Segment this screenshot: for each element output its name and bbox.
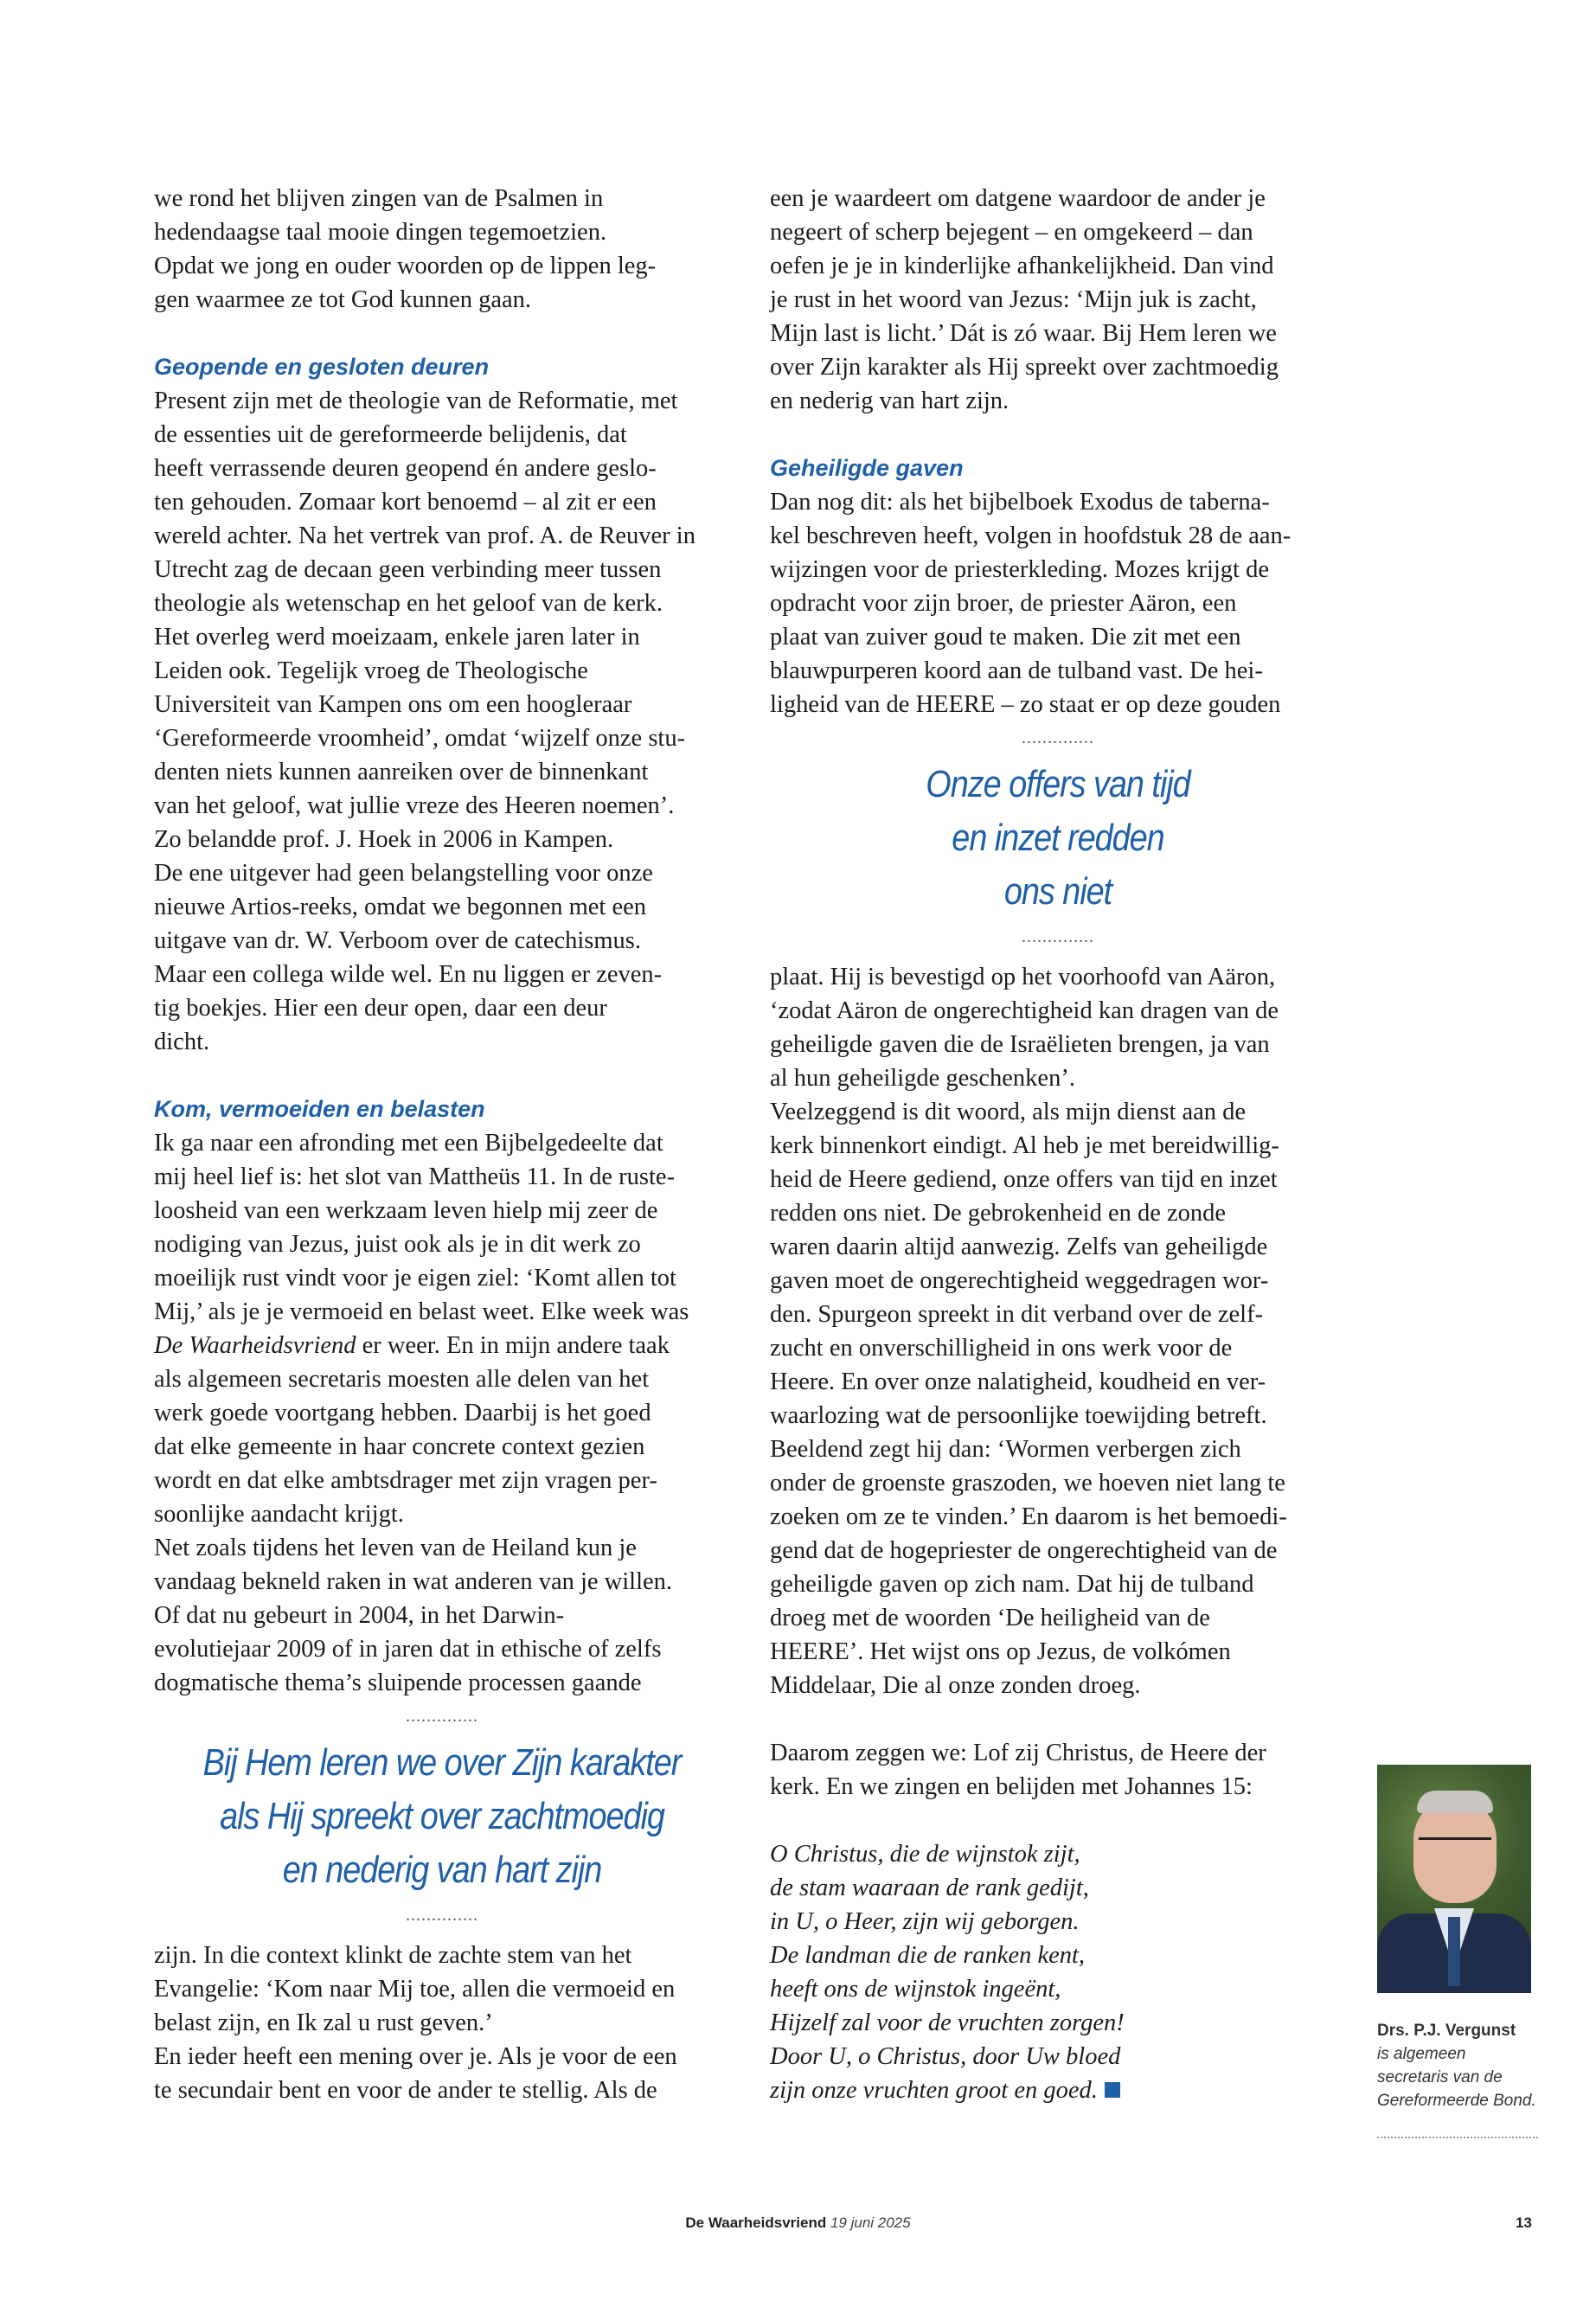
text-line: gaven moet de ongerechtigheid weggedragen wor- (770, 1267, 1269, 1294)
poem-line: Door U, o Christus, door Uw bloed (770, 2043, 1121, 2070)
text-line: loosheid van een werkzaam leven hielp mij zeer de (154, 1197, 658, 1224)
left-section1 (154, 384, 730, 1059)
italic-line-rest: er weer. En in mijn andere taak (356, 1332, 670, 1359)
text-line: nodiging van Jezus, juist ook als je in dit werk zo (154, 1231, 641, 1258)
text-line: Leiden ook. Tegelijk vroeg de Theologische (154, 657, 588, 684)
text-line: theologie als wetenschap en het geloof van de kerk. (154, 590, 663, 617)
text-line: plaat van zuiver goud te maken. Die zit met een (770, 624, 1241, 651)
end-mark-icon (1105, 2082, 1120, 2098)
text-line: Utrecht zag de decaan geen verbinding meer tussen (154, 556, 662, 583)
text-line: kerk. En we zingen en belijden met Johannes 15: (770, 1773, 1253, 1800)
text-line: wereld achter. Na het vertrek van prof. A. de Reuver in (154, 522, 695, 549)
text-line: ‘zodat Aäron de ongerechtigheid kan dragen van de (770, 997, 1279, 1024)
poem-line: heeft ons de wijnstok ingeënt, (770, 1976, 1061, 2003)
text-line: dat elke gemeente in haar concrete context gezien (154, 1433, 645, 1460)
poem-line: De landman die de ranken kent, (770, 1942, 1086, 1969)
pull-quote-left-text (195, 1736, 690, 1897)
right-section1a (770, 485, 1346, 721)
text-line: plaat. Hij is bevestigd op het voorhoofd van Aäron, (770, 964, 1276, 990)
text-line: En ieder heeft een mening over je. Als je voor de een (154, 2043, 677, 2070)
poem-line: de stam waaraan de rank gedijt, (770, 1875, 1089, 1901)
text-line: waarlozing wat de persoonlijke toewijding betreft. (770, 1402, 1267, 1429)
text-line: zucht en onverschilligheid in ons werk voor de (770, 1335, 1233, 1362)
text-line: we rond het blijven zingen van de Psalmen in (154, 185, 604, 212)
text-line: Of dat nu gebeurt in 2004, in het Darwin- (154, 1602, 565, 1629)
author-name: Drs. P.J. Vergunst (1377, 2022, 1516, 2040)
author-photo (1377, 1765, 1531, 1993)
page-footer (0, 2214, 1596, 2232)
text-line: nieuwe Artios-reeks, omdat we begonnen met een (154, 894, 647, 920)
text-line: vandaag bekneld raken in wat anderen van je willen. (154, 1568, 673, 1595)
quote-line: als Hij spreekt over zachtmoedig (220, 1795, 664, 1837)
quote-dots-bottom: .............. (406, 1906, 478, 1925)
poem-line: zijn onze vruchten groot en goed. (770, 2073, 1346, 2107)
quote-line: en inzet redden (952, 817, 1164, 859)
text-line: Het overleg werd moeizaam, enkele jaren later in (154, 624, 640, 651)
left-section2b (154, 1362, 730, 1700)
text-line: soonlijke aandacht krijgt. (154, 1501, 404, 1528)
left-intro (154, 182, 730, 317)
text-line: een je waardeert om datgene waardoor de ander je (770, 185, 1266, 212)
left-section2a (154, 1126, 730, 1329)
text-line: opdracht voor zijn broer, de priester Aäron, een (770, 590, 1237, 617)
poem-line: Hijzelf zal voor de vruchten zorgen! (770, 2009, 1125, 2036)
text-line: Beeldend zegt hij dan: ‘Wormen verbergen zich (770, 1436, 1241, 1463)
left-column (154, 182, 730, 2107)
footer-magazine: De Waarheidsvriend (685, 2214, 827, 2231)
text-line: mij heel lief is: het slot van Mattheüs 11. In de ruste- (154, 1163, 676, 1190)
poem-line: O Christus, die de wijnstok zijt, (770, 1841, 1080, 1868)
text-line: over Zijn karakter als Hij spreekt over zachtmoedig (770, 354, 1279, 381)
text-line: Maar een collega wilde wel. En nu liggen er zeven- (154, 961, 663, 988)
page-number: 13 (1516, 2214, 1532, 2231)
left-section2c (154, 1939, 730, 2107)
text-line: heid de Heere gediend, onze offers van tijd en inzet (770, 1166, 1278, 1193)
text-line: dicht. (154, 1029, 210, 1055)
right-closing (770, 1736, 1346, 1804)
caption-divider (1377, 2137, 1538, 2138)
heading-geheiligde-gaven: Geheiligde gaven (770, 455, 964, 481)
text-line: Universiteit van Kampen ons om een hoogleraar (154, 691, 632, 718)
text-line: dogmatische thema’s sluipende processen gaande (154, 1670, 642, 1696)
text-line: blauwpurperen koord aan de tulband vast. De hei- (770, 657, 1263, 684)
text-line: van het geloof, wat jullie vreze des Heeren noemen’. (154, 792, 675, 819)
left-section2-italic-line (154, 1329, 730, 1362)
text-line: de essenties uit de gereformeerde belijdenis, dat (154, 421, 627, 448)
text-line: Evangelie: ‘Kom naar Mij toe, allen die vermoeid en (154, 1976, 676, 2003)
text-line: belast zijn, en Ik zal u rust geven.’ (154, 2009, 493, 2036)
text-line: kerk binnenkort eindigt. Al heb je met bereidwillig- (770, 1132, 1279, 1159)
text-line: al hun geheiligde geschenken’. (770, 1065, 1075, 1092)
text-line: heeft verrassende deuren geopend én andere geslo- (154, 455, 657, 482)
quote-line: Onze offers van tijd (926, 763, 1190, 805)
right-intro (770, 182, 1346, 418)
right-section1b (770, 960, 1346, 1702)
text-line: Opdat we jong en ouder woorden op de lippen leg- (154, 253, 657, 279)
text-line: uitgave van dr. W. Verboom over de catechismus. (154, 927, 642, 954)
text-line: waren daarin altijd aanwezig. Zelfs van geheiligde (770, 1234, 1268, 1260)
text-line: geheiligde gaven die de Israëlieten brengen, ja van (770, 1031, 1270, 1058)
pull-quote-right (770, 725, 1346, 950)
text-line: Daarom zeggen we: Lof zij Christus, de Heere der (770, 1740, 1266, 1766)
text-line: ‘Gereformeerde vroomheid’, omdat ‘wijzelf onze stu- (154, 725, 686, 752)
text-line: HEERE’. Het wijst ons op Jezus, de volkómen (770, 1638, 1231, 1665)
text-line: negeert of scherp bejegent – en omgekeerd – dan (770, 219, 1253, 246)
quote-line: Bij Hem leren we over Zijn karakter (202, 1741, 682, 1784)
text-line: onder de groenste graszoden, we hoeven niet lang te (770, 1470, 1285, 1497)
quote-dots-top: .............. (406, 1707, 478, 1726)
author-caption (1377, 2019, 1538, 2112)
text-line: ten gehouden. Zomaar kort benoemd – al zit er een (154, 489, 657, 516)
text-line: zoeken om ze te vinden.’ En daarom is het bemoedi- (770, 1503, 1287, 1530)
author-role-1: is algemeen (1377, 2045, 1466, 2063)
text-line: wordt en dat elke ambtsdrager met zijn vragen per- (154, 1467, 657, 1494)
author-role-2: secretaris van de (1377, 2068, 1503, 2086)
text-line: Present zijn met de theologie van de Reformatie, met (154, 388, 678, 414)
pull-quote-left (154, 1703, 730, 1928)
text-line: evolutiejaar 2009 of in jaren dat in ethische of zelfs (154, 1636, 662, 1663)
text-line: Mij,’ als je je vermoeid en belast weet. Elke week was (154, 1298, 689, 1325)
text-line: werk goede voortgang hebben. Daarbij is het goed (154, 1400, 651, 1426)
right-column (770, 182, 1346, 2107)
text-line: ligheid van de HEERE – zo staat er op deze gouden (770, 691, 1281, 718)
text-line: Mijn last is licht.’ Dát is zó waar. Bij Hem leren we (770, 320, 1277, 347)
text-line: oefen je je in kinderlijke afhankelijkheid. Dan vind (770, 253, 1274, 279)
text-line: zijn. In die context klinkt de zachte stem van het (154, 1942, 632, 1969)
poem-line: in U, o Heer, zijn wij geborgen. (770, 1908, 1080, 1935)
text-line: Heere. En over onze nalatigheid, koudheid en ver- (770, 1368, 1266, 1395)
text-line: Ik ga naar een afronding met een Bijbelgedeelte dat (154, 1130, 663, 1157)
author-role-3: Gereformeerde Bond. (1377, 2092, 1536, 2110)
hymn-poem (770, 1837, 1346, 2107)
text-line: denten niets kunnen aanreiken over de binnenkant (154, 759, 649, 785)
heading-geopende-deuren: Geopende en gesloten deuren (154, 354, 490, 380)
heading-kom-vermoeiden: Kom, vermoeiden en belasten (154, 1096, 485, 1122)
quote-line: en nederig van hart zijn (282, 1849, 602, 1891)
text-line: tig boekjes. Hier een deur open, daar een deur (154, 995, 607, 1022)
text-line: gen waarmee ze tot God kunnen gaan. (154, 286, 532, 313)
quote-dots-bottom: .............. (1022, 927, 1094, 946)
text-line: wijzingen voor de priesterkleding. Mozes krijgt de (770, 556, 1269, 583)
text-line: kel beschreven heeft, volgen in hoofdstuk 28 de aan- (770, 522, 1292, 549)
text-line: geheiligde gaven op zich nam. Dat hij de tulband (770, 1571, 1254, 1598)
text-line: Dan nog dit: als het bijbelboek Exodus de taberna- (770, 489, 1270, 516)
text-line: en nederig van hart zijn. (770, 388, 1010, 414)
text-line: Net zoals tijdens het leven van de Heiland kun je (154, 1535, 637, 1561)
text-line: hedendaagse taal mooie dingen tegemoetzien. (154, 219, 607, 246)
text-line: gend dat de hogepriester de ongerechtigheid van de (770, 1537, 1278, 1564)
text-line: te secundair bent en voor de ander te stellig. Als de (154, 2077, 657, 2104)
text-line: je rust in het woord van Jezus: ‘Mijn juk is zacht, (770, 286, 1257, 313)
text-line: moeilijk rust vindt voor je eigen ziel: ‘Komt allen tot (154, 1265, 676, 1292)
text-line: den. Spurgeon spreekt in dit verband over de zelf- (770, 1301, 1264, 1328)
text-line: als algemeen secretaris moesten alle delen van het (154, 1366, 650, 1393)
text-line: redden ons niet. De gebrokenheid en de zonde (770, 1200, 1227, 1227)
quote-dots-top: .............. (1022, 728, 1094, 747)
text-line: Veelzeggend is dit woord, als mijn dienst aan de (770, 1099, 1247, 1125)
text-line: Zo belandde prof. J. Hoek in 2006 in Kampen. (154, 826, 614, 853)
footer-date: 19 juni 2025 (830, 2214, 911, 2231)
magazine-title-inline: De Waarheidsvriend (154, 1332, 356, 1359)
text-line: De ene uitgever had geen belangstelling voor onze (154, 860, 653, 887)
pull-quote-right-text (811, 758, 1306, 919)
text-line: Middelaar, Die al onze zonden droeg. (770, 1672, 1141, 1699)
quote-line: ons niet (1003, 870, 1112, 913)
text-line: droeg met de woorden ‘De heiligheid van de (770, 1605, 1210, 1631)
